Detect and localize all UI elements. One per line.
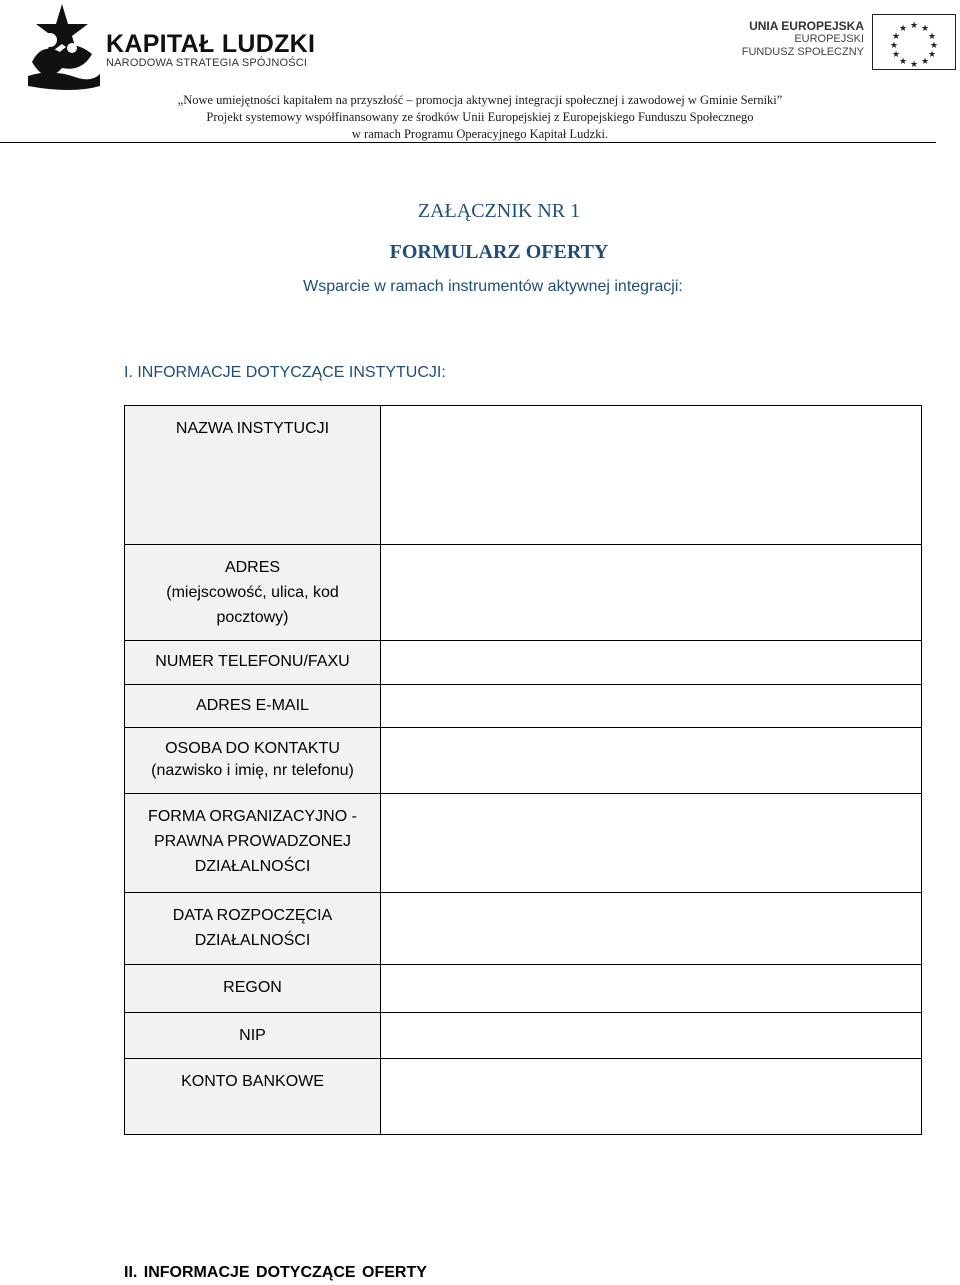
legal-form-field[interactable] bbox=[381, 794, 922, 893]
label-text: KONTO BANKOWE bbox=[181, 1073, 324, 1090]
project-line-2: Projekt systemowy współfinansowany ze środków Unii Europejskiej z Europejskiego Funduszu Społecznego bbox=[206, 110, 754, 124]
eu-flag-icon bbox=[872, 14, 956, 70]
institution-info-table bbox=[124, 405, 922, 1135]
start-date-field[interactable] bbox=[381, 893, 922, 965]
row-label-email bbox=[125, 685, 381, 728]
svg-text:★: ★ bbox=[909, 60, 919, 70]
regon-field[interactable] bbox=[381, 965, 922, 1013]
svg-text:★: ★ bbox=[920, 24, 930, 34]
kapital-ludzki-logo-icon bbox=[22, 2, 102, 92]
row-label-address bbox=[125, 545, 381, 641]
label-text: ADRES (miejscowość, ulica, kod pocztowy) bbox=[166, 559, 339, 626]
svg-text:★: ★ bbox=[898, 24, 908, 34]
annex-heading: ZAŁĄCZNIK NR 1 bbox=[417, 200, 581, 222]
label-text: NIP bbox=[239, 1027, 266, 1044]
table-row bbox=[125, 641, 922, 685]
svg-text:★: ★ bbox=[927, 50, 937, 60]
row-label-phone-fax bbox=[125, 641, 381, 685]
label-text: NAZWA INSTYTUCJI bbox=[175, 420, 330, 437]
email-field[interactable] bbox=[381, 685, 922, 728]
table-row bbox=[125, 406, 922, 545]
nip-field[interactable] bbox=[381, 1013, 922, 1059]
svg-text:★: ★ bbox=[929, 41, 939, 51]
row-label-regon bbox=[125, 965, 381, 1013]
phone-fax-field[interactable] bbox=[381, 641, 922, 685]
document-header bbox=[0, 0, 960, 145]
table-row bbox=[125, 965, 922, 1013]
address-field[interactable] bbox=[381, 545, 922, 641]
institution-name-field[interactable] bbox=[381, 406, 922, 545]
row-label-contact-person bbox=[125, 728, 381, 794]
label-text: REGON bbox=[223, 979, 282, 996]
table-row bbox=[125, 1059, 922, 1135]
table-row bbox=[125, 794, 922, 893]
support-subtitle: Wsparcie w ramach instrumentów aktywnej integracji: bbox=[303, 278, 683, 295]
form-title: FORMULARZ OFERTY bbox=[389, 241, 609, 263]
svg-text:★: ★ bbox=[927, 32, 937, 42]
svg-text:★: ★ bbox=[891, 50, 901, 60]
label-text: OSOBA DO KONTAKTU (nazwisko i imię, nr telefonu) bbox=[151, 740, 354, 779]
project-info bbox=[0, 92, 960, 143]
row-label-institution-name bbox=[125, 406, 381, 545]
row-label-legal-form bbox=[125, 794, 381, 893]
project-line-3: w ramach Programu Operacyjnego Kapitał Ludzki. bbox=[351, 127, 609, 141]
kapital-ludzki-subtitle: NARODOWA STRATEGIA SPÓJNOŚCI bbox=[106, 57, 308, 69]
table-row bbox=[125, 893, 922, 965]
header-divider bbox=[0, 142, 936, 143]
contact-person-field[interactable] bbox=[381, 728, 922, 794]
eu-line-1: UNIA EUROPEJSKA bbox=[749, 19, 864, 33]
table-row bbox=[125, 728, 922, 794]
table-row bbox=[125, 1013, 922, 1059]
svg-text:★: ★ bbox=[889, 41, 899, 51]
label-text: NUMER TELEFONU/FAXU bbox=[155, 653, 350, 670]
eu-line-2: EUROPEJSKI bbox=[794, 33, 864, 45]
svg-text:★: ★ bbox=[898, 57, 908, 67]
row-label-bank-account bbox=[125, 1059, 381, 1135]
eu-logo-text bbox=[742, 20, 864, 59]
row-label-nip bbox=[125, 1013, 381, 1059]
svg-text:★: ★ bbox=[891, 32, 901, 42]
table-row bbox=[125, 685, 922, 728]
eu-line-3: FUNDUSZ SPOŁECZNY bbox=[741, 46, 864, 58]
label-text: FORMA ORGANIZACYJNO - PRAWNA PROWADZONEJ DZIAŁALNOŚCI bbox=[148, 808, 357, 875]
svg-text:★: ★ bbox=[909, 21, 919, 31]
section-1-heading: I. INFORMACJE DOTYCZĄCE INSTYTUCJI: bbox=[124, 364, 446, 381]
kapital-ludzki-title: KAPITAŁ LUDZKI bbox=[106, 30, 316, 58]
svg-text:★: ★ bbox=[920, 57, 930, 67]
label-text: ADRES E-MAIL bbox=[196, 697, 309, 714]
label-text: DATA ROZPOCZĘCIA DZIAŁALNOŚCI bbox=[172, 907, 333, 949]
row-label-start-date bbox=[125, 893, 381, 965]
bank-account-field[interactable] bbox=[381, 1059, 922, 1135]
section-2-heading: II. INFORMACJE DOTYCZĄCE OFERTY bbox=[124, 1264, 427, 1281]
project-line-1: „Nowe umiejętności kapitałem na przyszłość – promocja aktywnej integracji społecznej i zawodowej w Gminie Serniki” bbox=[177, 93, 783, 107]
table-row bbox=[125, 545, 922, 641]
